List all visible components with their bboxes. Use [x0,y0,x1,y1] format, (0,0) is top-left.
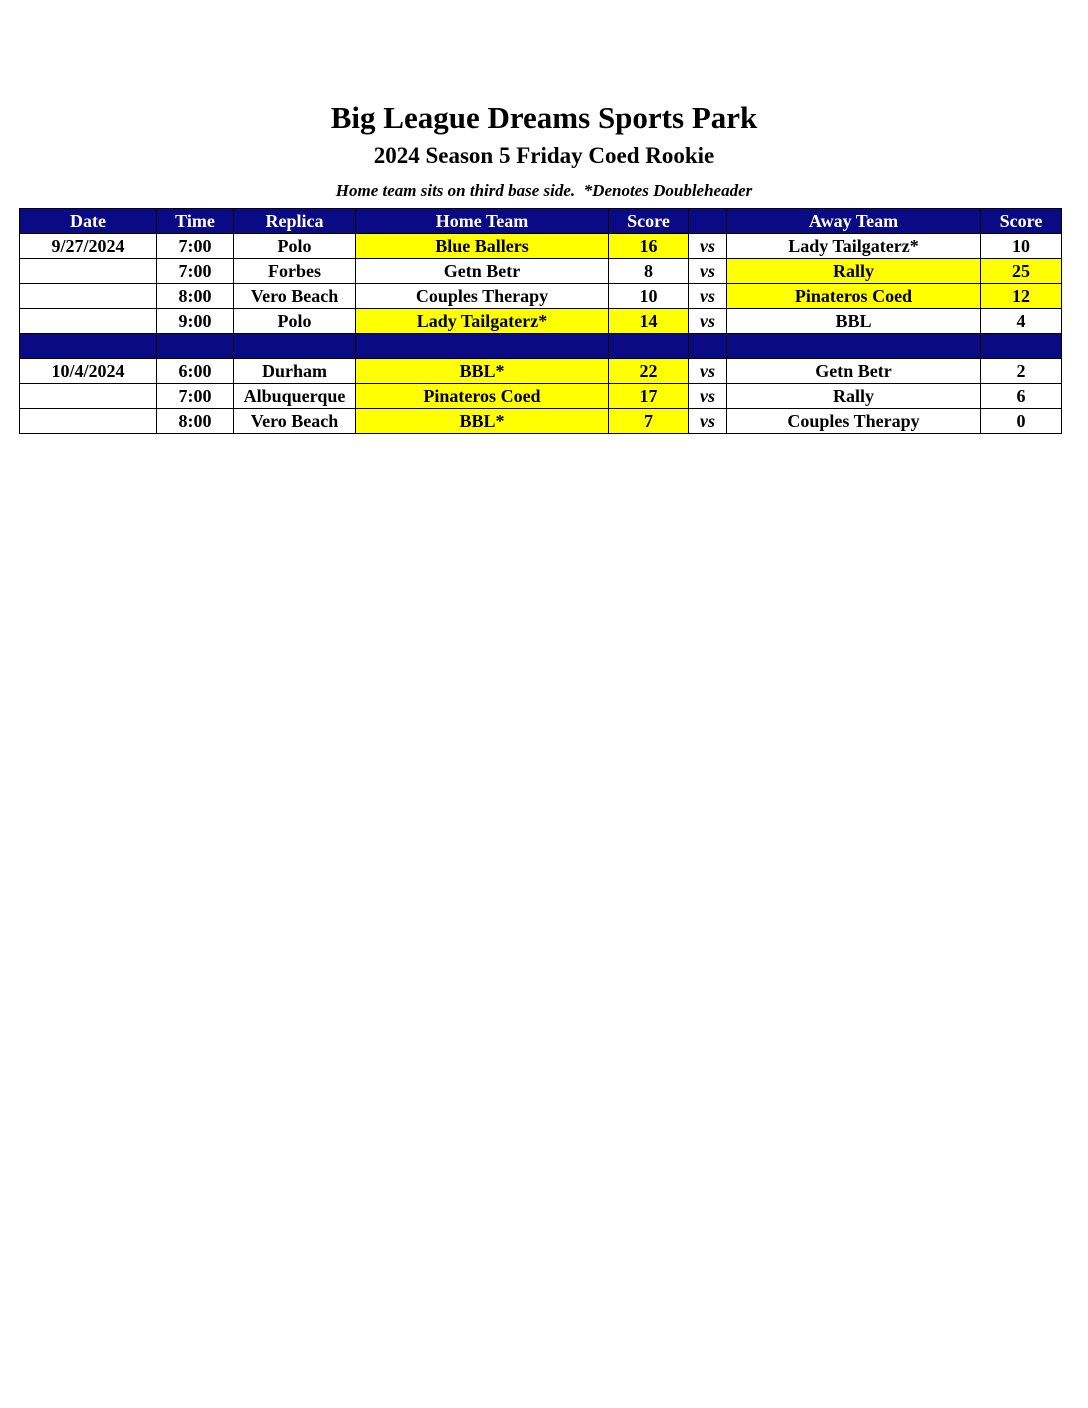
date-cell [20,409,157,434]
away-score-cell: 0 [981,409,1062,434]
col-header-home-score: Score [609,209,689,234]
home-team-cell: Pinateros Coed [356,384,609,409]
vs-cell: vs [689,234,727,259]
away-score-cell: 4 [981,309,1062,334]
col-header-time: Time [157,209,234,234]
away-team-cell: Pinateros Coed [727,284,981,309]
col-header-replica: Replica [234,209,356,234]
home-team-cell: Lady Tailgaterz* [356,309,609,334]
table-header-row [20,209,1062,234]
col-header-vs [689,209,727,234]
date-cell [20,384,157,409]
separator-cell [234,334,356,359]
table-row [20,409,1062,434]
date-cell: 10/4/2024 [20,359,157,384]
home-team-cell: Couples Therapy [356,284,609,309]
vs-cell: vs [689,359,727,384]
time-cell: 8:00 [157,409,234,434]
away-score-cell: 12 [981,284,1062,309]
time-cell: 8:00 [157,284,234,309]
page-subtitle: 2024 Season 5 Friday Coed Rookie [373,143,715,168]
home-team-cell: BBL* [356,359,609,384]
away-team-cell: Rally [727,384,981,409]
col-header-date: Date [20,209,157,234]
date-cell [20,284,157,309]
page-title: Big League Dreams Sports Park [330,100,758,135]
table-row [20,384,1062,409]
vs-cell: vs [689,284,727,309]
replica-cell: Albuquerque [234,384,356,409]
separator-cell [689,334,727,359]
away-score-cell: 2 [981,359,1062,384]
time-cell: 7:00 [157,259,234,284]
table-row [20,234,1062,259]
separator-cell [20,334,157,359]
time-cell: 7:00 [157,234,234,259]
away-score-cell: 10 [981,234,1062,259]
home-score-cell: 7 [609,409,689,434]
away-score-cell: 6 [981,384,1062,409]
schedule-body [20,234,1062,434]
doubleheader-note: Home team sits on third base side. *Denotes Doubleheader [335,181,753,200]
time-cell: 7:00 [157,384,234,409]
home-score-cell: 16 [609,234,689,259]
vs-cell: vs [689,309,727,334]
vs-cell: vs [689,259,727,284]
separator-cell [356,334,609,359]
away-team-cell: Rally [727,259,981,284]
replica-cell: Polo [234,309,356,334]
time-cell: 6:00 [157,359,234,384]
table-row [20,309,1062,334]
replica-cell: Polo [234,234,356,259]
replica-cell: Vero Beach [234,284,356,309]
vs-cell: vs [689,409,727,434]
home-score-cell: 22 [609,359,689,384]
home-score-cell: 8 [609,259,689,284]
replica-cell: Forbes [234,259,356,284]
table-row [20,259,1062,284]
separator-row [20,334,1062,359]
time-cell: 9:00 [157,309,234,334]
separator-cell [609,334,689,359]
home-score-cell: 10 [609,284,689,309]
separator-cell [981,334,1062,359]
away-team-cell: Getn Betr [727,359,981,384]
replica-cell: Vero Beach [234,409,356,434]
date-cell [20,309,157,334]
vs-cell: vs [689,384,727,409]
separator-cell [727,334,981,359]
away-score-cell: 25 [981,259,1062,284]
date-cell: 9/27/2024 [20,234,157,259]
col-header-home-team: Home Team [356,209,609,234]
away-team-cell: Lady Tailgaterz* [727,234,981,259]
home-team-cell: BBL* [356,409,609,434]
home-team-cell: Blue Ballers [356,234,609,259]
separator-cell [157,334,234,359]
home-score-cell: 17 [609,384,689,409]
home-team-cell: Getn Betr [356,259,609,284]
table-row [20,284,1062,309]
table-row [20,359,1062,384]
away-team-cell: Couples Therapy [727,409,981,434]
col-header-away-score: Score [981,209,1062,234]
schedule-table [19,208,1062,434]
replica-cell: Durham [234,359,356,384]
home-score-cell: 14 [609,309,689,334]
col-header-away-team: Away Team [727,209,981,234]
away-team-cell: BBL [727,309,981,334]
date-cell [20,259,157,284]
